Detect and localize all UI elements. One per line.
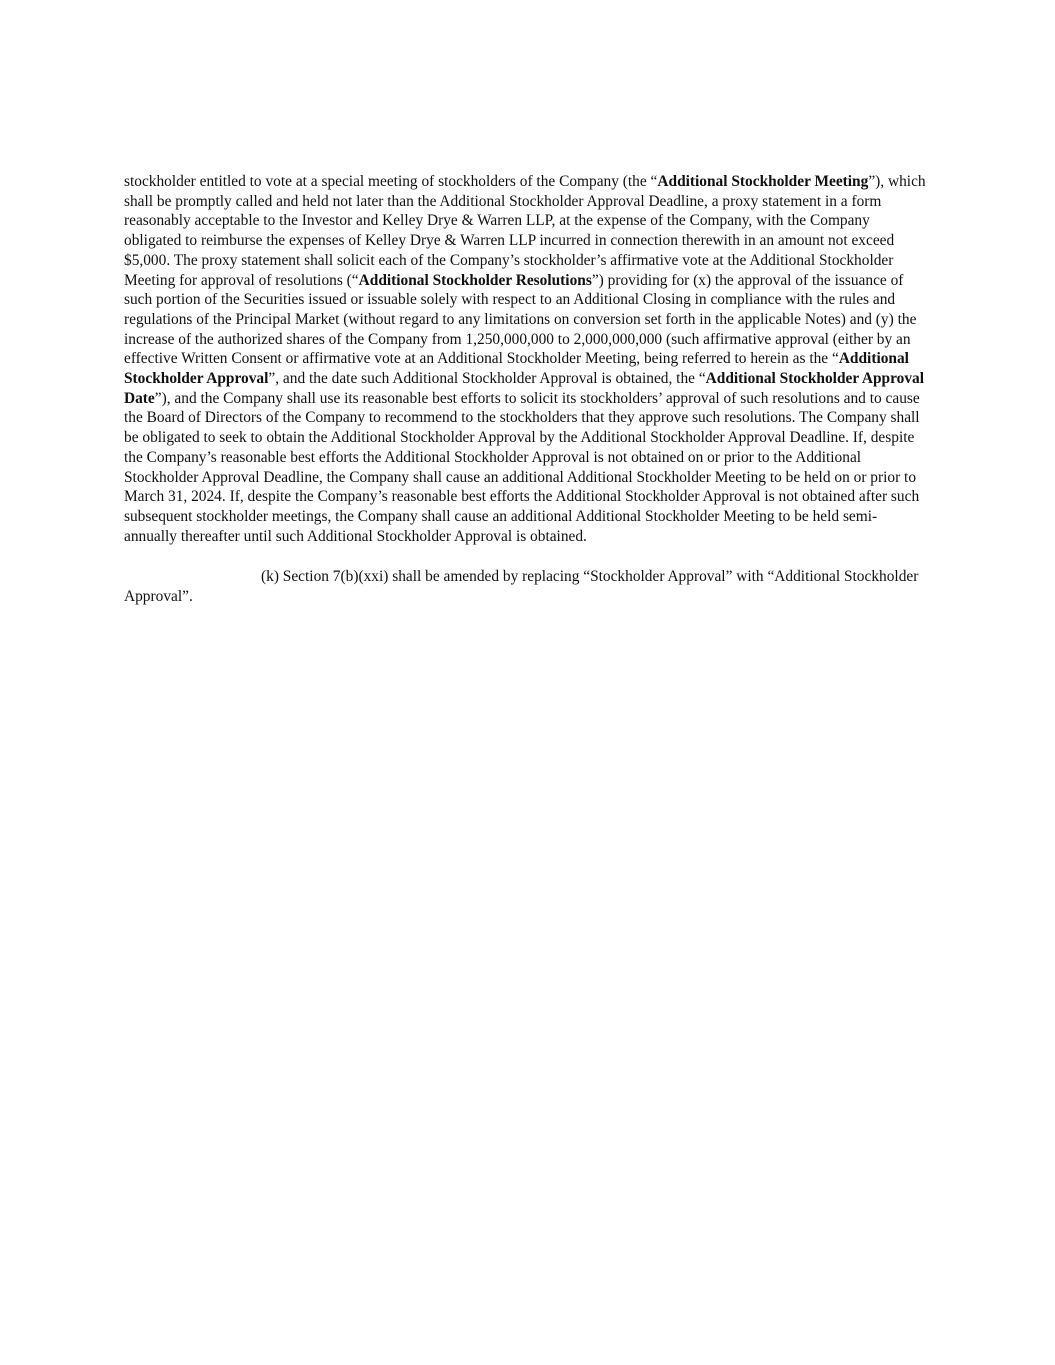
defined-term-additional-stockholder-approval-date: Additional Stockholder Approval Date bbox=[124, 370, 925, 407]
document-body bbox=[124, 172, 927, 607]
paragraph-text: ”), and the Company shall use its reasonable best efforts to solicit its stockholders’ approval of such resolutions and to cause the Board of Directors of the Company to recommend to the stockholders that they approve such resolutions. The Company shall be obligated to seek to obtain the Additional Stockholder Approval by the Additional Stockholder Approval Deadline. If, despite the Company’s reasonable best efforts the Additional Stockholder Approval is not obtained on or prior to the Additional Stockholder Approval Deadline, the Company shall cause an additional Additional Stockholder Meeting to be held on or prior to March 31, 2024. If, despite the Company’s reasonable best efforts the Additional Stockholder Approval is not obtained after such subsequent stockholder meetings, the Company shall cause an additional Additional Stockholder Meeting to be held semi-annually thereafter until such Additional Stockholder Approval is obtained. bbox=[124, 389, 920, 545]
paragraph-text: stockholder entitled to vote at a special meeting of stockholders of the Company (the “ bbox=[124, 173, 658, 190]
defined-term-additional-stockholder-resolutions: Additional Stockholder Resolutions bbox=[358, 271, 592, 289]
defined-term-additional-stockholder-approval: Additional Stockholder Approval bbox=[124, 350, 909, 388]
paragraph-text: ”), which shall be promptly called and held not later than the Additional Stockholder Approval Deadline, a proxy statement in a form reasonably acceptable to the Investor and Kelley Drye & Warren LLP, at the expense of the Company, with the Company obligated to reimburse the expenses of Kelley Drye & Warren LLP incurred in connection therewith in an amount not exceed $5,000. The proxy statement shall solicit each of the Company’s stockholder’s affirmative vote at the Additional Stockholder Meeting for approval of resolutions (“ bbox=[124, 173, 926, 289]
paragraph-k-section-amendment: (k) Section 7(b)(xxi) shall be amended by replacing “Stockholder Approval” with “Additional Stockholder Approval”. bbox=[124, 568, 919, 606]
defined-term-additional-stockholder-meeting: Additional Stockholder Meeting bbox=[657, 173, 869, 190]
paragraph-text: ”, and the date such Additional Stockholder Approval is obtained, the “ bbox=[268, 370, 706, 388]
paragraph-additional-stockholder-meeting bbox=[124, 172, 927, 546]
paragraph-text: ”) providing for (x) the approval of the issuance of such portion of the Securities issued or issuable solely with respect to an Additional Closing in compliance with the rules and regulations of the Principal Market (without regard to any limitations on conversion set forth in the applicable Notes) and (y) the increase of the authorized shares of the Company from 1,250,000,000 to 2,000,000,000 (such affirmative approval (either by an effective Written Consent or affirmative vote at an Additional Stockholder Meeting, being referred to herein as the “ bbox=[124, 271, 917, 368]
